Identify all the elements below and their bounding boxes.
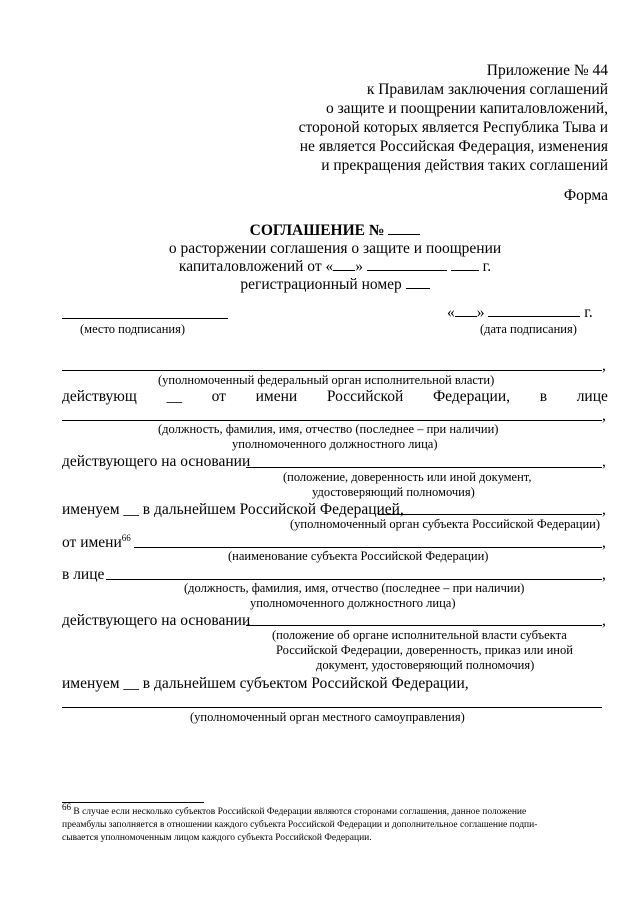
date-caption: (дата подписания): [480, 322, 577, 336]
word-from: от: [211, 388, 226, 405]
subject-doc-caption-1: (положение об органе исполнительной власти субъекта: [272, 628, 567, 642]
date-open: «: [447, 304, 455, 321]
official-caption-2: уполномоченного должностного лица): [232, 437, 438, 451]
subject-name-blank[interactable]: [134, 547, 602, 548]
comma: ,: [602, 407, 606, 424]
subject-doc-caption-2: Российской Федерации, доверенность, приказ или иной: [276, 643, 573, 657]
acting-basis-label-2: действующего на основании: [62, 612, 251, 629]
word-name: имени: [255, 388, 298, 405]
comma: ,: [602, 501, 606, 518]
doc-caption-1: (положение, доверенность или иной документ,: [283, 470, 532, 484]
subject-body-blank[interactable]: [378, 514, 602, 515]
word-federation: Федерации,: [432, 388, 511, 405]
comma: ,: [602, 566, 606, 583]
subject-doc-caption-3: документ, удостоверяющий полномочия): [316, 658, 535, 672]
footnote-ref[interactable]: 66: [121, 532, 131, 543]
signing-month-year-blank[interactable]: [488, 303, 580, 317]
signing-day-blank[interactable]: [455, 303, 477, 317]
signing-date: [447, 303, 593, 322]
appendix-number: Приложение № 44: [486, 62, 608, 79]
named-subject-label: именуем __ в дальнейшем субъектом Российской Федерации,: [62, 675, 469, 692]
appendix-line-2: к Правилам заключения соглашений: [366, 81, 608, 98]
official2-blank[interactable]: [106, 579, 602, 580]
local-body-blank[interactable]: [62, 707, 602, 708]
date-close: »: [476, 304, 485, 321]
place-caption: (место подписания): [80, 322, 186, 336]
word-acting: действующ: [62, 388, 137, 405]
registration-number-line: [62, 275, 608, 294]
form-label: Форма: [563, 187, 608, 204]
agreement-number-blank[interactable]: [388, 221, 420, 235]
subtitle-text: капиталовложений от «: [178, 258, 334, 275]
doc-caption-2: удостоверяющий полномочия): [312, 485, 475, 499]
appendix-line-3: о защите и поощрении капиталовложений,: [325, 100, 608, 117]
official-caption-1: (должность, фамилия, имя, отчество (последнее – при наличии): [158, 422, 499, 436]
federal-body-caption: (уполномоченный федеральный орган исполнительной власти): [158, 373, 495, 387]
word-blank: __: [166, 388, 182, 405]
date-year: г.: [584, 304, 593, 321]
month-blank[interactable]: [367, 257, 447, 271]
subject-name-caption: (наименование субъекта Российской Федерации): [228, 549, 489, 563]
registration-blank[interactable]: [406, 275, 430, 289]
day-blank[interactable]: [333, 257, 355, 271]
quote-close: »: [355, 258, 363, 275]
local-body-caption: (уполномоченный орган местного самоуправления): [190, 710, 465, 724]
on-behalf-label: [62, 533, 131, 552]
comma: ,: [602, 357, 606, 374]
footnote-line-2: преамбулы заполняется в отношении каждого субъекта Российской Федерации и дополнительное соглашение подпи-: [62, 820, 538, 830]
footnote-separator: [62, 802, 204, 803]
comma: ,: [602, 534, 606, 551]
word-in: в: [539, 388, 548, 405]
footnote-line-1: [62, 801, 527, 819]
acting-basis-label: действующего на основании: [62, 453, 251, 470]
comma: ,: [602, 453, 606, 470]
place-blank[interactable]: [62, 318, 228, 319]
official-blank[interactable]: [62, 420, 602, 421]
registration-label: регистрационный номер: [240, 276, 402, 293]
appendix-line-4: стороной которых является Республика Тыва и: [298, 119, 608, 136]
footnote-line-3: сывается уполномоченным лицом каждого субъекта Российской Федерации.: [62, 833, 372, 843]
word-russian: Российской: [326, 388, 404, 405]
in-person-label: в лице: [62, 566, 105, 583]
named-rf-label: именуем __ в дальнейшем Российской Федерацией,: [62, 501, 404, 518]
on-behalf-text: от имени: [62, 534, 122, 551]
appendix-line-5: не является Российская Федерация, изменения: [299, 138, 608, 155]
official2-caption-1: (должность, фамилия, имя, отчество (последнее – при наличии): [184, 581, 525, 595]
comma: ,: [602, 612, 606, 629]
federal-body-blank[interactable]: [62, 370, 602, 371]
appendix-line-6: и прекращения действия таких соглашений: [321, 157, 608, 174]
footnote-number: 66: [62, 801, 71, 812]
year-suffix: г.: [482, 258, 492, 275]
basis2-blank[interactable]: [246, 625, 602, 626]
acting-on-behalf-line: [62, 387, 608, 406]
footnote-text-1: В случае если несколько субъектов Российской Федерации являются сторонами соглашения, данное положение: [73, 807, 527, 817]
basis-blank[interactable]: [246, 467, 602, 468]
agreement-title: [62, 221, 608, 240]
agreement-subtitle-1: о расторжении соглашения о защите и поощрении: [168, 240, 502, 257]
official2-caption-2: уполномоченного должностного лица): [250, 596, 456, 610]
year-blank[interactable]: [451, 257, 479, 271]
agreement-heading: СОГЛАШЕНИЕ №: [249, 222, 385, 239]
agreement-subtitle-2: [62, 257, 608, 276]
subject-body-caption: (уполномоченный орган субъекта Российской Федерации): [290, 517, 601, 531]
word-person: лице: [576, 388, 608, 405]
